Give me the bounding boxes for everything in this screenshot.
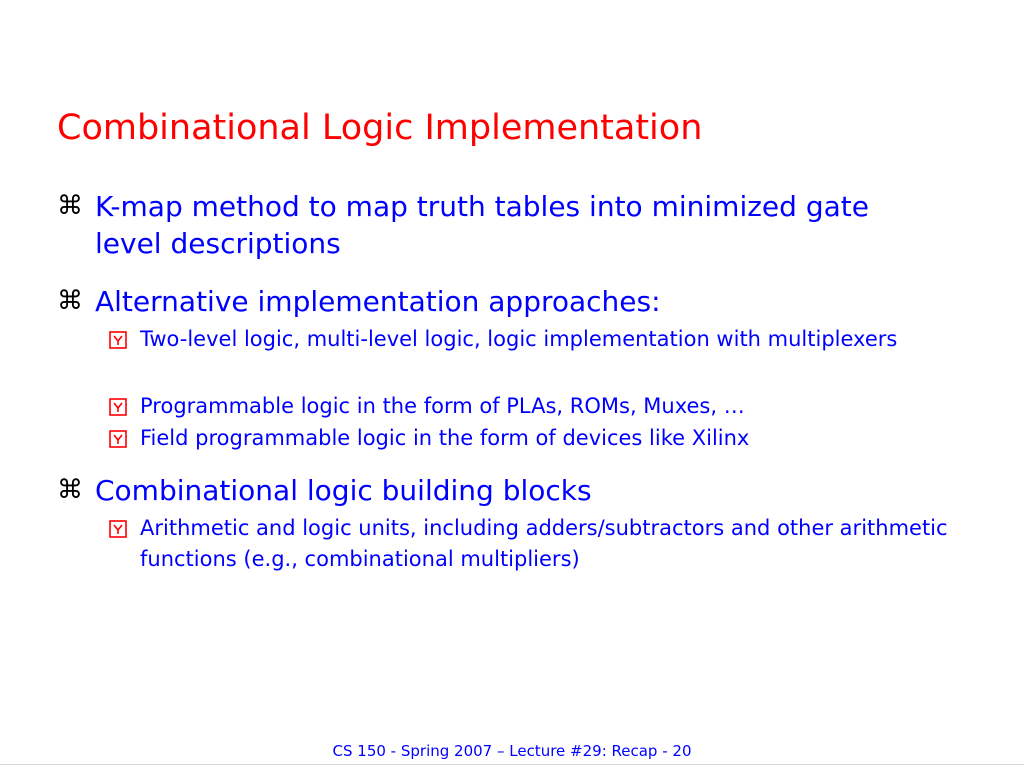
footer-divider	[0, 764, 1024, 765]
bullet-2-text: Alternative implementation approaches:	[95, 285, 661, 318]
checkbox-y-icon	[109, 398, 127, 416]
checkbox-y-icon	[109, 430, 127, 448]
command-key-icon: ⌘	[57, 286, 83, 316]
subbullet-2-2	[140, 391, 960, 422]
checkbox-y-icon	[109, 331, 127, 349]
bullet-3-text: Combinational logic building blocks	[95, 474, 592, 507]
subbullet-2-3	[140, 423, 960, 454]
subbullet-2-1-text: Two-level logic, multi-level logic, logic implementation with multiplexers	[140, 327, 898, 351]
checkbox-y-icon	[109, 520, 127, 538]
bullet-3	[57, 472, 915, 509]
subbullet-2-2-text: Programmable logic in the form of PLAs, ROMs, Muxes, …	[140, 394, 745, 418]
subbullet-2-1	[140, 324, 960, 355]
subbullet-3-1	[140, 513, 960, 575]
bullet-1-text: K-map method to map truth tables into minimized gate level descriptions	[95, 190, 869, 260]
subbullet-2-3-text: Field programmable logic in the form of devices like Xilinx	[140, 426, 750, 450]
bullet-1	[57, 188, 915, 262]
command-key-icon: ⌘	[57, 475, 83, 505]
command-key-icon: ⌘	[57, 191, 83, 221]
slide-title: Combinational Logic Implementation	[57, 108, 703, 148]
slide-footer: CS 150 - Spring 2007 – Lecture #29: Recap - 20	[332, 742, 692, 760]
bullet-2	[57, 283, 915, 320]
subbullet-3-1-text: Arithmetic and logic units, including adders/subtractors and other arithmetic functions (e.g., combinational multipliers)	[140, 516, 948, 571]
